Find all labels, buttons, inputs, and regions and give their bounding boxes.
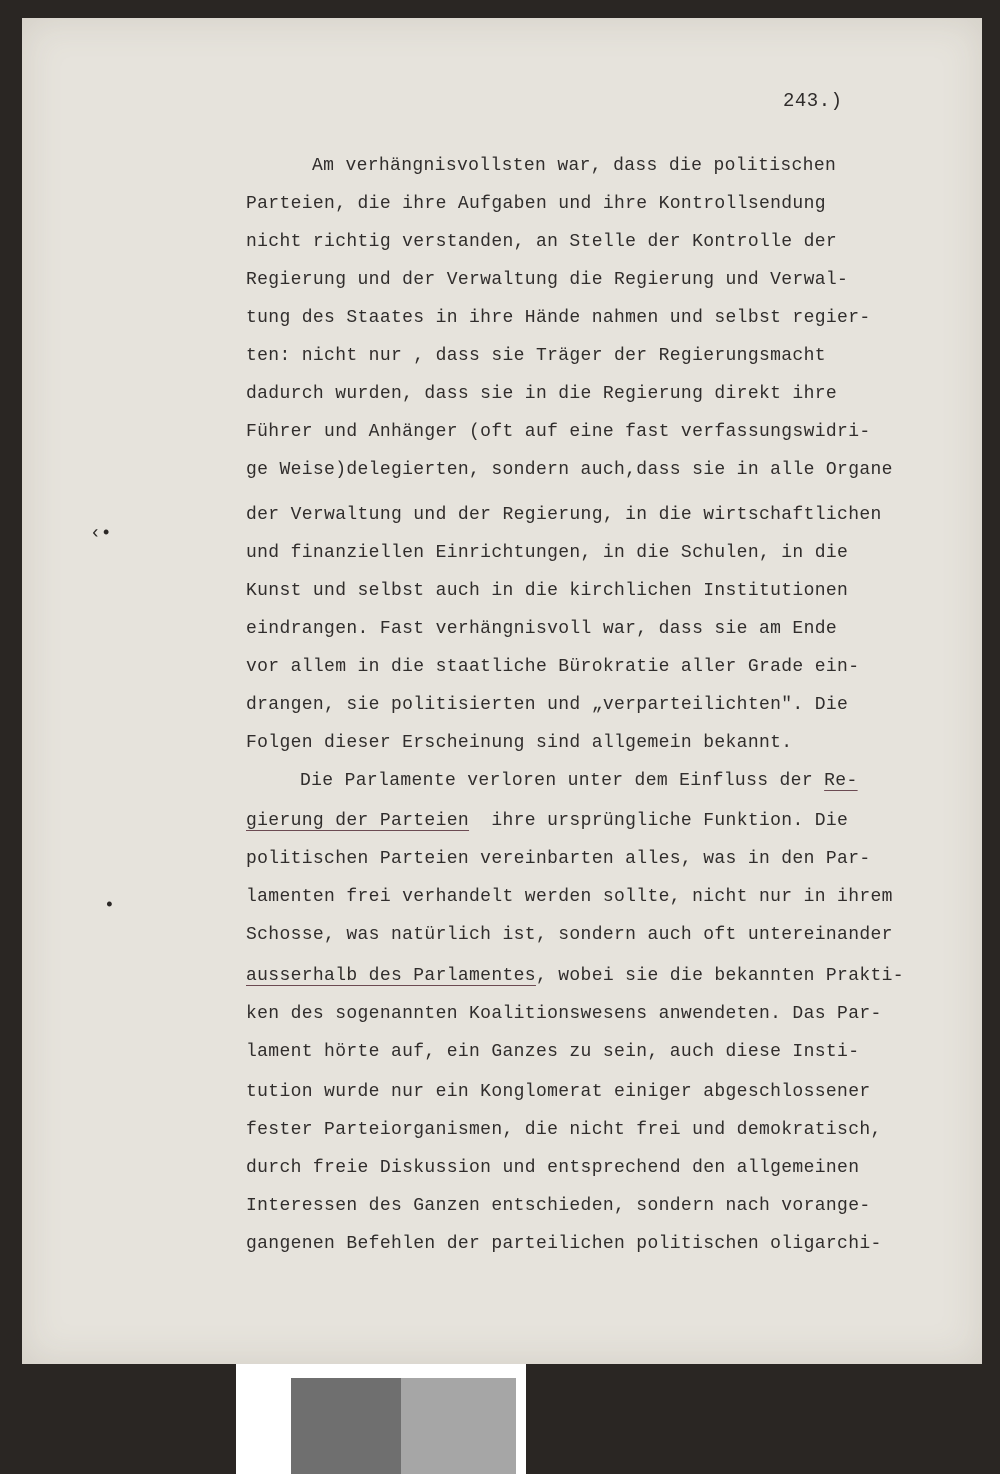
text-line: Am verhängnisvollsten war, dass die politischen (312, 156, 837, 176)
text-line: der Verwaltung und der Regierung, in die wirtschaftlichen (246, 505, 882, 525)
text-line: politischen Parteien vereinbarten alles, was in den Par- (246, 849, 871, 869)
text-line: eindrangen. Fast verhängnisvoll war, dass sie am Ende (246, 619, 838, 639)
text-line: Interessen des Ganzen entschieden, sondern nach vorange- (246, 1196, 871, 1216)
calibration-swatch-dark (291, 1378, 401, 1474)
punch-hole-mark: • (104, 896, 115, 916)
text-line: vor allem in die staatliche Bürokratie aller Grade ein- (246, 657, 860, 677)
text-line: Schosse, was natürlich ist, sondern auch oft untereinander (246, 925, 893, 945)
underlined-text: ausserhalb des Parlamentes (246, 966, 536, 986)
text-line: dadurch wurden, dass sie in die Regierung direkt ihre (246, 384, 838, 404)
text-segment: Die Parlamente verloren unter dem Einfluss der (300, 771, 825, 791)
text-line (246, 964, 904, 988)
text-line: Folgen dieser Erscheinung sind allgemein bekannt. (246, 733, 793, 753)
text-line: und finanziellen Einrichtungen, in die Schulen, in die (246, 543, 849, 563)
text-line: ken des sogenannten Koalitionswesens anwendeten. Das Par- (246, 1004, 882, 1024)
text-line: fester Parteiorganismen, die nicht frei und demokratisch, (246, 1120, 882, 1140)
text-line: Regierung und der Verwaltung die Regierung und Verwal- (246, 270, 849, 290)
page-number: 243.) (783, 90, 843, 112)
text-line: ten: nicht nur , dass sie Träger der Regierungsmacht (246, 346, 826, 366)
text-line: nicht richtig verstanden, an Stelle der Kontrolle der (246, 232, 838, 252)
text-line: tution wurde nur ein Konglomerat einiger abgeschlossener (246, 1082, 871, 1102)
text-line (246, 809, 848, 833)
text-line: gangenen Befehlen der parteilichen politischen oligarchi- (246, 1234, 882, 1254)
text-line: Parteien, die ihre Aufgaben und ihre Kontrollsendung (246, 194, 826, 214)
text-segment: , wobei sie die bekannten Prakti- (535, 966, 904, 986)
calibration-swatch-light (401, 1378, 516, 1474)
text-segment: ihre ursprüngliche Funktion. Die (469, 811, 849, 831)
text-line: lamenten frei verhandelt werden sollte, nicht nur in ihrem (246, 887, 893, 907)
text-line: lament hörte auf, ein Ganzes zu sein, auch diese Insti- (246, 1042, 860, 1062)
text-line: Kunst und selbst auch in die kirchlichen Institutionen (246, 581, 849, 601)
text-line: Führer und Anhänger (oft auf eine fast verfassungswidri- (246, 422, 871, 442)
text-line: ge Weise)delegierten, sondern auch,dass sie in alle Organe (246, 460, 893, 480)
punch-hole-mark: ‹• (90, 524, 112, 544)
underlined-text: gierung der Parteien (246, 811, 470, 831)
text-line (300, 769, 858, 793)
text-line: drangen, sie politisierten und „verparteilichten". Die (246, 695, 849, 715)
underlined-text: Re- (824, 771, 858, 791)
text-line: tung des Staates in ihre Hände nahmen und selbst regier- (246, 308, 871, 328)
text-line: durch freie Diskussion und entsprechend den allgemeinen (246, 1158, 860, 1178)
